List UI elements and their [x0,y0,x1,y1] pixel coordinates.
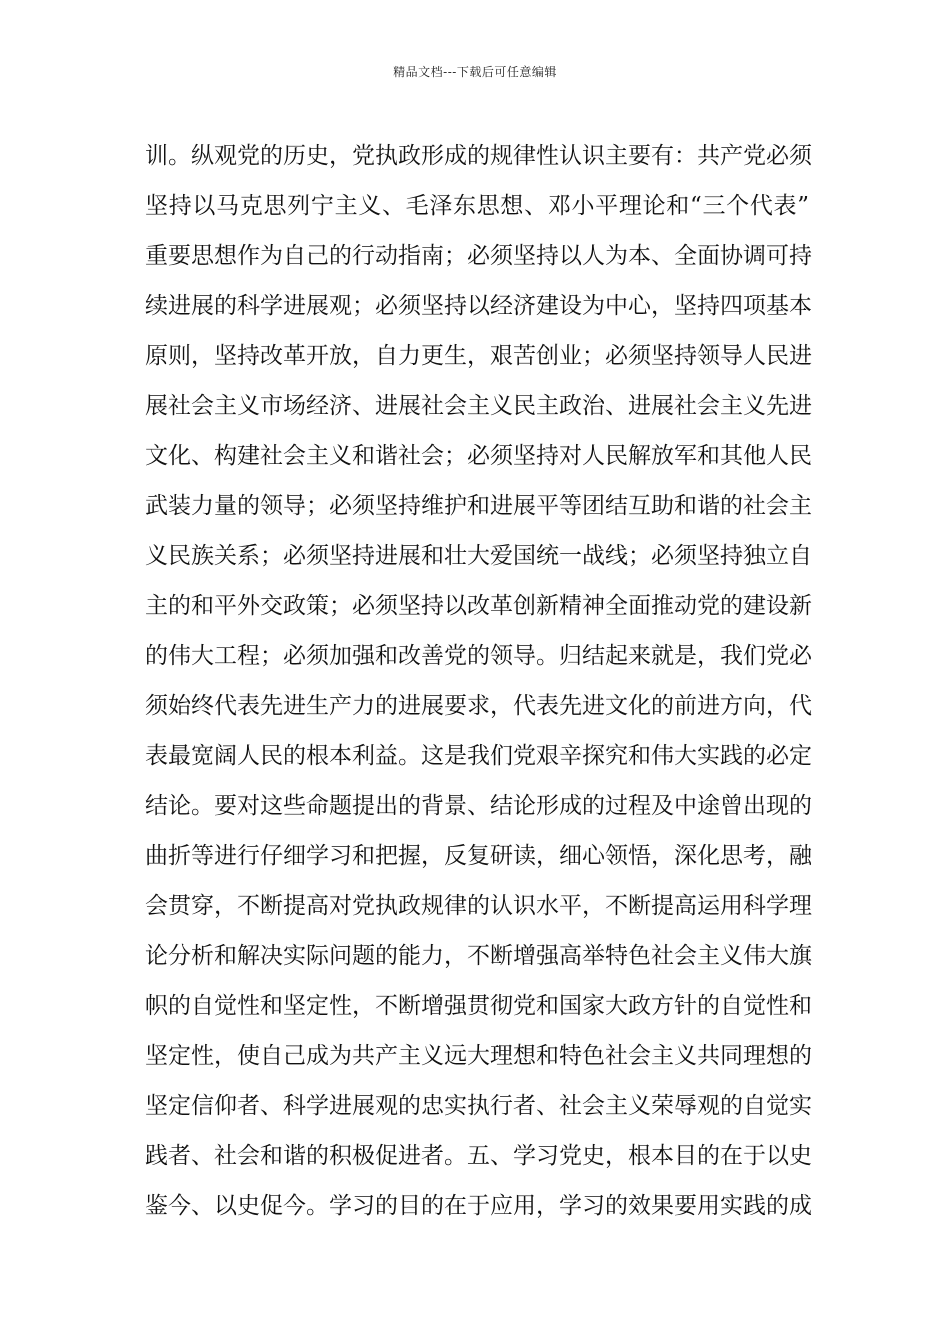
page-header: 精品文档---下载后可任意编辑 [393,65,557,79]
text-line: 的伟大工程；必须加强和改善党的领导。归结起来就是，我们党必 [145,643,812,669]
text-line: 坚持以马克思列宁主义、毛泽东思想、邓小平理论和“三个代表” [145,193,809,219]
text-line: 主的和平外交政策；必须坚持以改革创新精神全面推动党的建设新 [145,593,812,619]
text-line: 重要思想作为自己的行动指南；必须坚持以人为本、全面协调可持 [145,243,812,269]
text-line: 武装力量的领导；必须坚持维护和进展平等团结互助和谐的社会主 [145,493,812,519]
body-paragraph [145,131,812,1231]
text-line: 结论。要对这些命题提出的背景、结论形成的过程及中途曾出现的 [145,793,812,819]
text-line: 坚定性，使自己成为共产主义远大理想和特色社会主义共同理想的 [145,1043,812,1069]
text-line: 帜的自觉性和坚定性，不断增强贯彻党和国家大政方针的自觉性和 [145,993,812,1019]
text-line: 鉴今、以史促今。学习的目的在于应用，学习的效果要用实践的成 [145,1193,812,1219]
text-line: 会贯穿，不断提高对党执政规律的认识水平，不断提高运用科学理 [145,893,812,919]
text-line: 文化、构建社会主义和谐社会；必须坚持对人民解放军和其他人民 [145,443,812,469]
text-line: 须始终代表先进生产力的进展要求，代表先进文化的前进方向，代 [145,693,812,719]
text-line: 坚定信仰者、科学进展观的忠实执行者、社会主义荣辱观的自觉实 [145,1093,812,1119]
text-line: 曲折等进行仔细学习和把握，反复研读，细心领悟，深化思考，融 [145,843,812,869]
text-line: 表最宽阔人民的根本利益。这是我们党艰辛探究和伟大实践的必定 [145,743,812,769]
text-line: 原则，坚持改革开放，自力更生，艰苦创业；必须坚持领导人民进 [145,343,812,369]
text-line: 展社会主义市场经济、进展社会主义民主政治、进展社会主义先进 [145,393,812,419]
text-line: 续进展的科学进展观；必须坚持以经济建设为中心，坚持四项基本 [145,293,812,319]
text-line: 践者、社会和谐的积极促进者。五、学习党史，根本目的在于以史 [145,1143,812,1169]
text-line: 义民族关系；必须坚持进展和壮大爱国统一战线；必须坚持独立自 [145,543,812,569]
text-line: 训。纵观党的历史，党执政形成的规律性认识主要有：共产党必须 [145,143,812,169]
text-line: 论分析和解决实际问题的能力，不断增强高举特色社会主义伟大旗 [145,943,812,969]
